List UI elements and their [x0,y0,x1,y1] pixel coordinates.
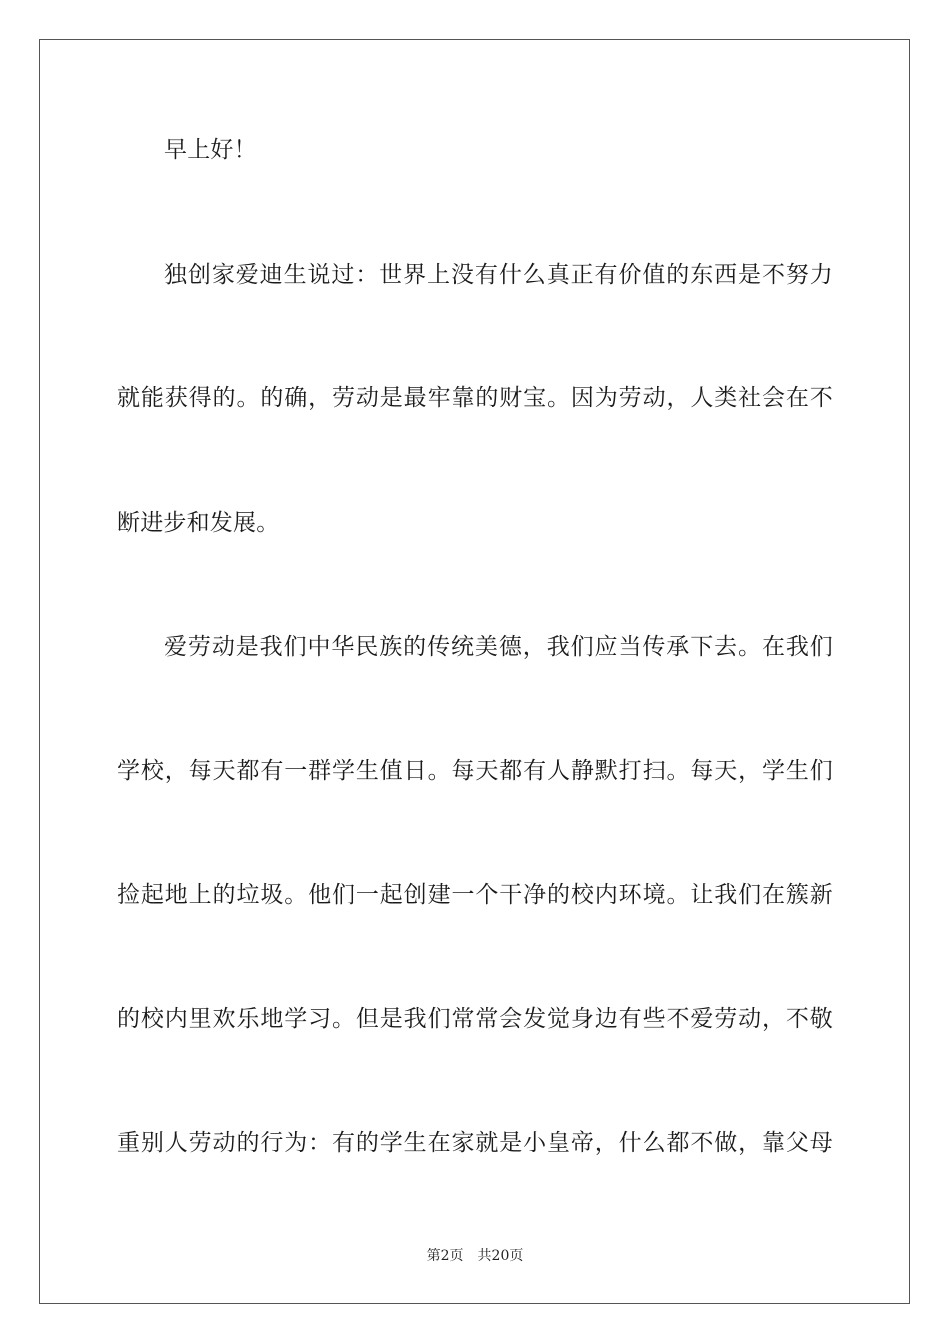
page-frame [39,39,910,1304]
greeting-line: 早上好！ [164,137,257,163]
paragraph-line: 爱劳动是我们中华民族的传统美德，我们应当传承下去。在我们 [164,634,833,660]
page-footer [0,1247,950,1265]
paragraph-line: 捡起地上的垃圾。他们一起创建一个干净的校内环境。让我们在簇新 [117,882,833,908]
paragraph-line: 的校内里欢乐地学习。但是我们常常会发觉身边有些不爱劳动，不敬 [117,1006,833,1032]
paragraph-line: 重别人劳动的行为：有的学生在家就是小皇帝，什么都不做，靠父母 [117,1130,833,1156]
page-number: 第2页 [426,1248,464,1264]
paragraph-line: 断进步和发展。 [117,510,280,536]
paragraph-line: 学校，每天都有一群学生值日。每天都有人静默打扫。每天，学生们 [117,758,833,784]
paragraph-line: 就能获得的。的确，劳动是最牢靠的财宝。因为劳动，人类社会在不 [117,385,833,411]
page-total: 共20页 [477,1248,524,1264]
paragraph-line: 独创家爱迪生说过：世界上没有什么真正有价值的东西是不努力 [164,262,833,288]
